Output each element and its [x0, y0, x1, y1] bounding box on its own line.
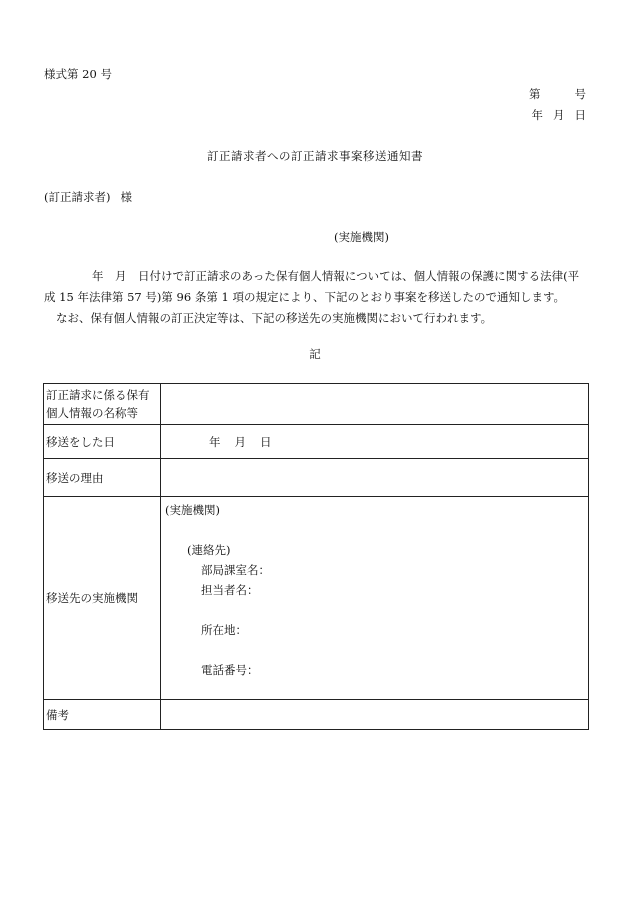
contact-phone: 電話番号： — [201, 663, 259, 677]
contact-person: 担当者名： — [201, 583, 259, 597]
contact-heading: (連絡先) — [187, 543, 231, 557]
issue-date-year: 年 — [531, 108, 543, 122]
sender-agency: (実施機関) — [334, 230, 389, 244]
table-row — [44, 459, 589, 497]
issue-date-day: 日 — [574, 108, 586, 122]
transfer-date-day: 日 — [260, 434, 272, 449]
label-info-name: 訂正請求に係る保有個人情報の名称等 — [44, 384, 161, 425]
transfer-date-month: 月 — [234, 434, 246, 449]
label-transfer-date: 移送をした日 — [44, 425, 161, 459]
document-title: 訂正請求者への訂正請求事案移送通知書 — [207, 149, 423, 163]
contact-department: 部局課室名： — [201, 563, 270, 577]
issue-date — [532, 107, 587, 123]
document-number — [529, 86, 586, 102]
value-info-name — [161, 384, 589, 425]
form-number: 様式第 20 号 — [44, 67, 112, 81]
recipient-name: (訂正請求者) — [44, 190, 111, 204]
contact-address: 所在地： — [201, 623, 247, 637]
label-destination-agency: 移送先の実施機関 — [44, 497, 161, 700]
body-text — [44, 266, 590, 329]
contact-block — [187, 540, 586, 680]
value-destination-agency — [161, 497, 589, 700]
table-row — [44, 497, 589, 700]
recipient — [44, 189, 132, 205]
label-transfer-reason: 移送の理由 — [44, 459, 161, 497]
issue-date-month: 月 — [553, 108, 565, 122]
recipient-honorific: 様 — [120, 190, 132, 204]
doc-number-prefix: 第 — [529, 87, 541, 101]
doc-number-suffix: 号 — [574, 87, 586, 101]
table-row — [44, 384, 589, 425]
body-paragraph-2: なお、保有個人情報の訂正決定等は、下記の移送先の実施機関において行われます。 — [56, 311, 493, 325]
destination-agency: (実施機関) — [165, 503, 220, 517]
ki-heading: 記 — [309, 347, 321, 361]
value-remarks — [161, 700, 589, 730]
table-row — [44, 425, 589, 459]
value-transfer-reason — [161, 459, 589, 497]
detail-table — [43, 383, 589, 730]
value-transfer-date — [161, 425, 589, 459]
body-paragraph-1: 年 月 日付けで訂正請求のあった保有個人情報については、個人情報の保護に関する法律(平成 15 年法律第 57 号)第 96 条第 1 項の規定により、下記のとおり事案を移送したので通知します。 — [44, 269, 580, 304]
table-row — [44, 700, 589, 730]
transfer-date-year: 年 — [209, 434, 221, 449]
label-remarks: 備考 — [44, 700, 161, 730]
